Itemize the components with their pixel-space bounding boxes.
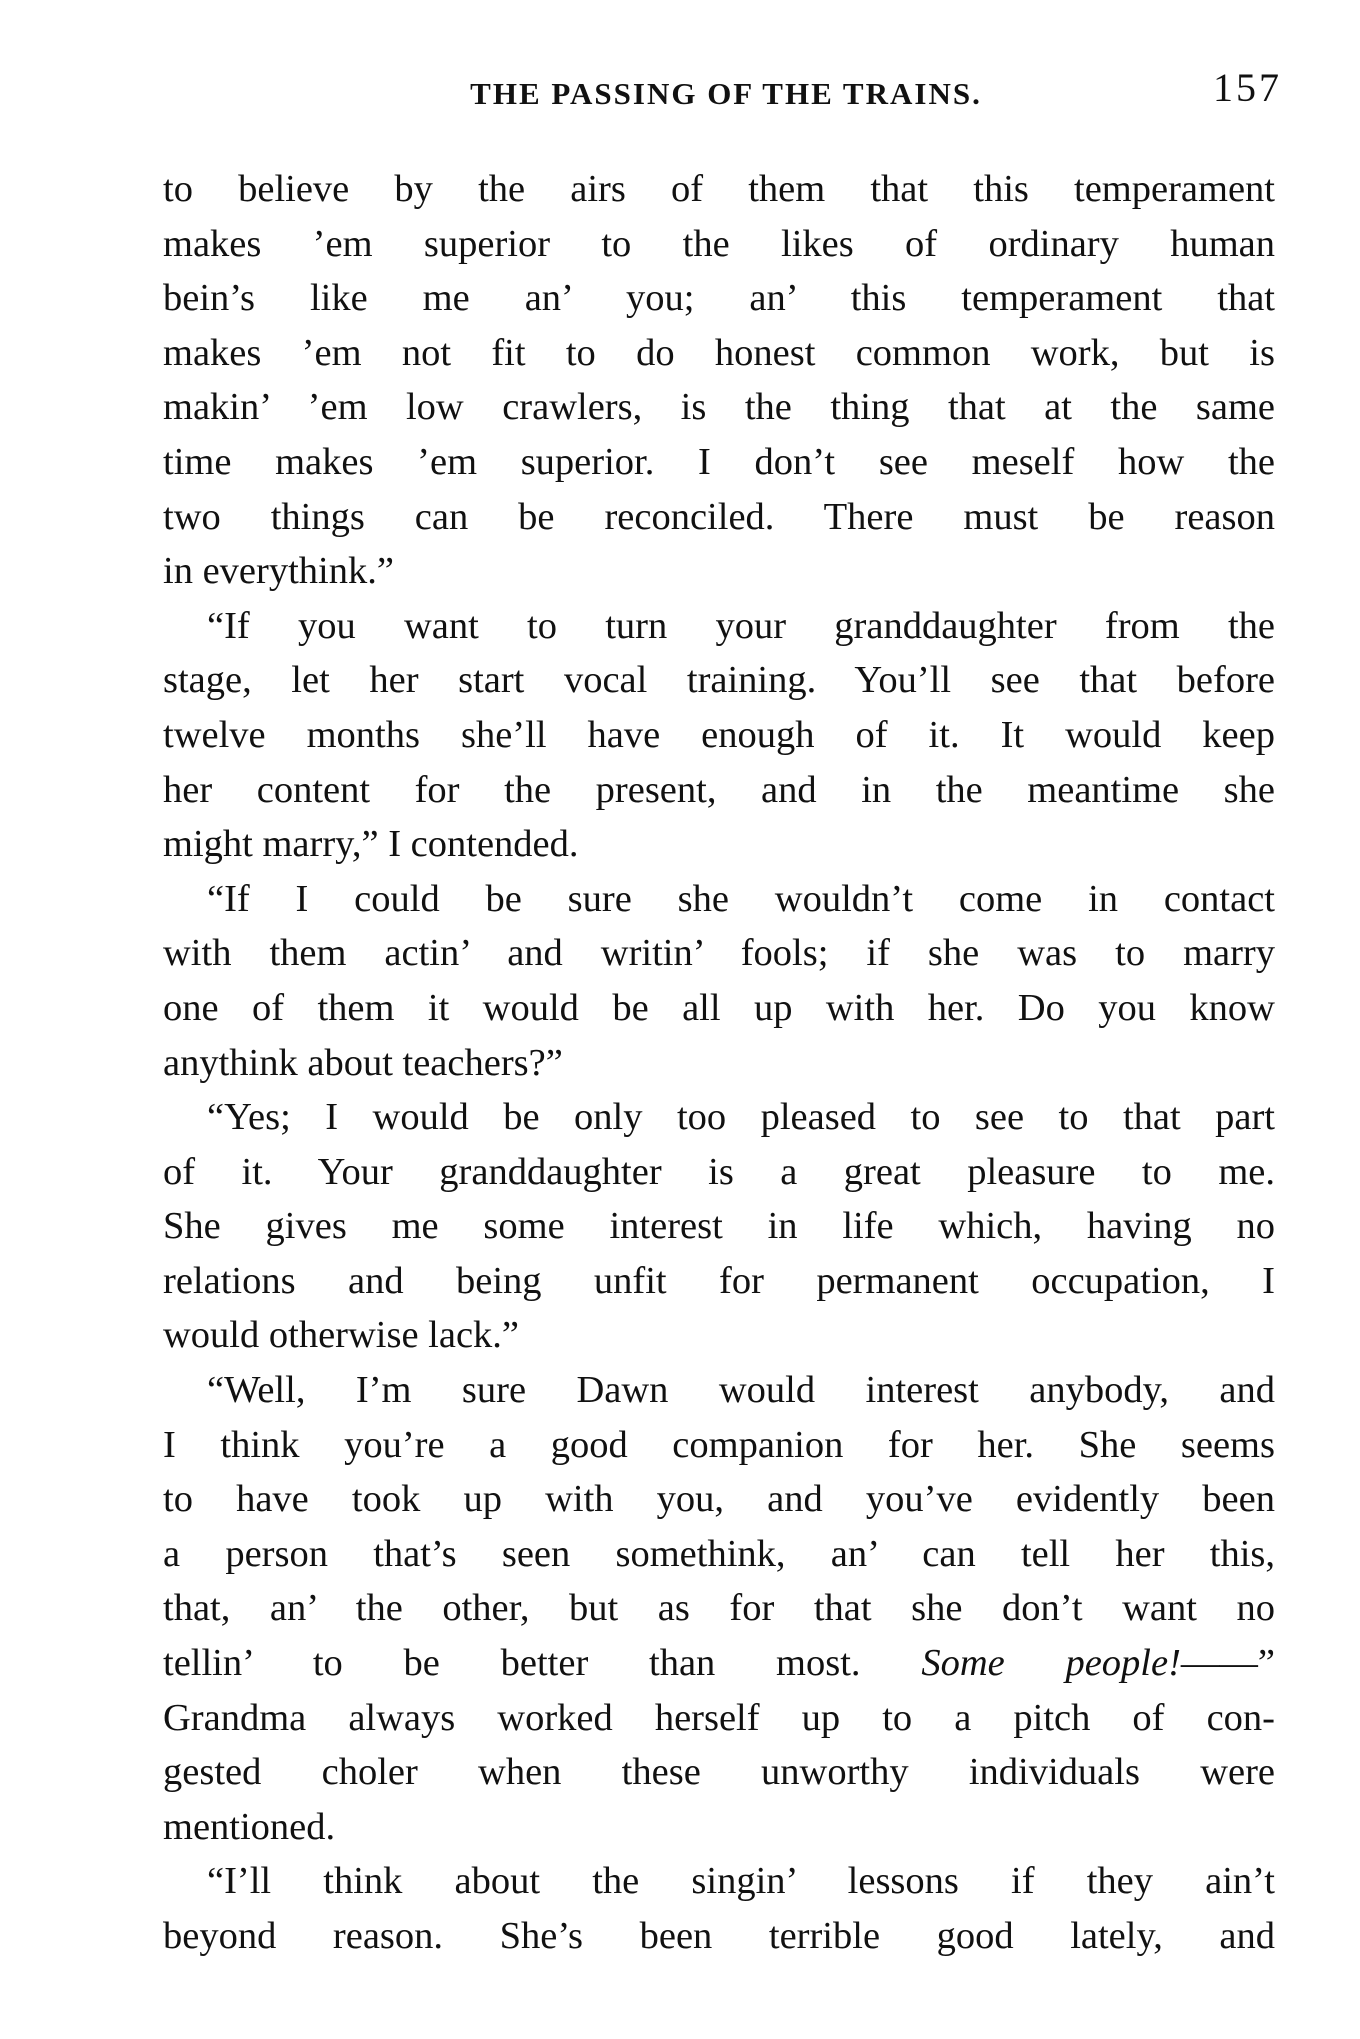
- text-line: Grandma always worked herself up to a pitch of con-: [163, 1696, 1275, 1739]
- text-line: would otherwise lack.”: [163, 1314, 520, 1357]
- text-line: that, an’ the other, but as for that she don’t want no: [163, 1587, 1275, 1630]
- text-line: anythink about teachers?”: [163, 1041, 563, 1084]
- paragraph-2: [163, 599, 1275, 872]
- text-line: mentioned.: [163, 1805, 336, 1848]
- running-head: [170, 62, 1282, 122]
- paragraph-3: [163, 872, 1275, 1090]
- text-line: a person that’s seen somethink, an’ can tell her this,: [163, 1532, 1275, 1575]
- text-line: “If you want to turn your granddaughter from the: [207, 604, 1275, 647]
- text-line: bein’s like me an’ you; an’ this temperament that: [163, 277, 1275, 320]
- text-line: makin’ ’em low crawlers, is the thing that at the same: [163, 386, 1275, 429]
- text-line: I think you’re a good companion for her. She seems: [163, 1423, 1275, 1466]
- text-line: two things can be reconciled. There must be reason: [163, 495, 1275, 538]
- text-line: one of them it would be all up with her. Do you know: [163, 986, 1275, 1029]
- text-line: to have took up with you, and you’ve evidently been: [163, 1478, 1275, 1521]
- running-title: THE PASSING OF THE TRAINS.: [470, 76, 982, 111]
- paragraph-4: [163, 1090, 1275, 1363]
- text-line: stage, let her start vocal training. You’ll see that before: [163, 659, 1275, 702]
- text-line: gested choler when these unworthy individuals were: [163, 1751, 1275, 1794]
- text-line: relations and being unfit for permanent occupation, I: [163, 1259, 1275, 1302]
- text-line: might marry,” I contended.: [163, 823, 579, 866]
- line-segment: tellin’ to be better than most.: [163, 1642, 861, 1685]
- text-line: “Well, I’m sure Dawn would interest anybody, and: [207, 1369, 1275, 1412]
- text-line: her content for the present, and in the meantime she: [163, 768, 1275, 811]
- text-line: “If I could be sure she wouldn’t come in contact: [207, 877, 1275, 920]
- text-line: in everythink.”: [163, 550, 394, 593]
- text-line: beyond reason. She’s been terrible good lately, and: [163, 1915, 1275, 1957]
- text-line: “Yes; I would be only too pleased to see to that part: [207, 1096, 1275, 1139]
- text-line: time makes ’em superior. I don’t see meself how the: [163, 440, 1275, 483]
- text-line: makes ’em superior to the likes of ordinary human: [163, 222, 1275, 265]
- text-line: “I’ll think about the singin’ lessons if they ain’t: [207, 1860, 1275, 1903]
- paragraph-5: [163, 1363, 1275, 1854]
- text-line: twelve months she’ll have enough of it. It would keep: [163, 713, 1275, 756]
- text-line: makes ’em not fit to do honest common work, but is: [163, 331, 1275, 374]
- text-line-with-italic: [163, 1636, 1275, 1691]
- paragraph-1: [163, 162, 1275, 599]
- page-number: 157: [1213, 65, 1282, 110]
- dash-quote: ——”: [1180, 1642, 1275, 1685]
- italic-phrase: Some people!: [921, 1642, 1181, 1685]
- text-line: to believe by the airs of them that this temperament: [163, 168, 1275, 210]
- text-line: of it. Your granddaughter is a great pleasure to me.: [163, 1150, 1275, 1193]
- text-line: She gives me some interest in life which, having no: [163, 1205, 1275, 1248]
- paragraph-6: [163, 1854, 1275, 1963]
- text-line: with them actin’ and writin’ fools; if she was to marry: [163, 932, 1275, 975]
- body-text: [163, 162, 1275, 1964]
